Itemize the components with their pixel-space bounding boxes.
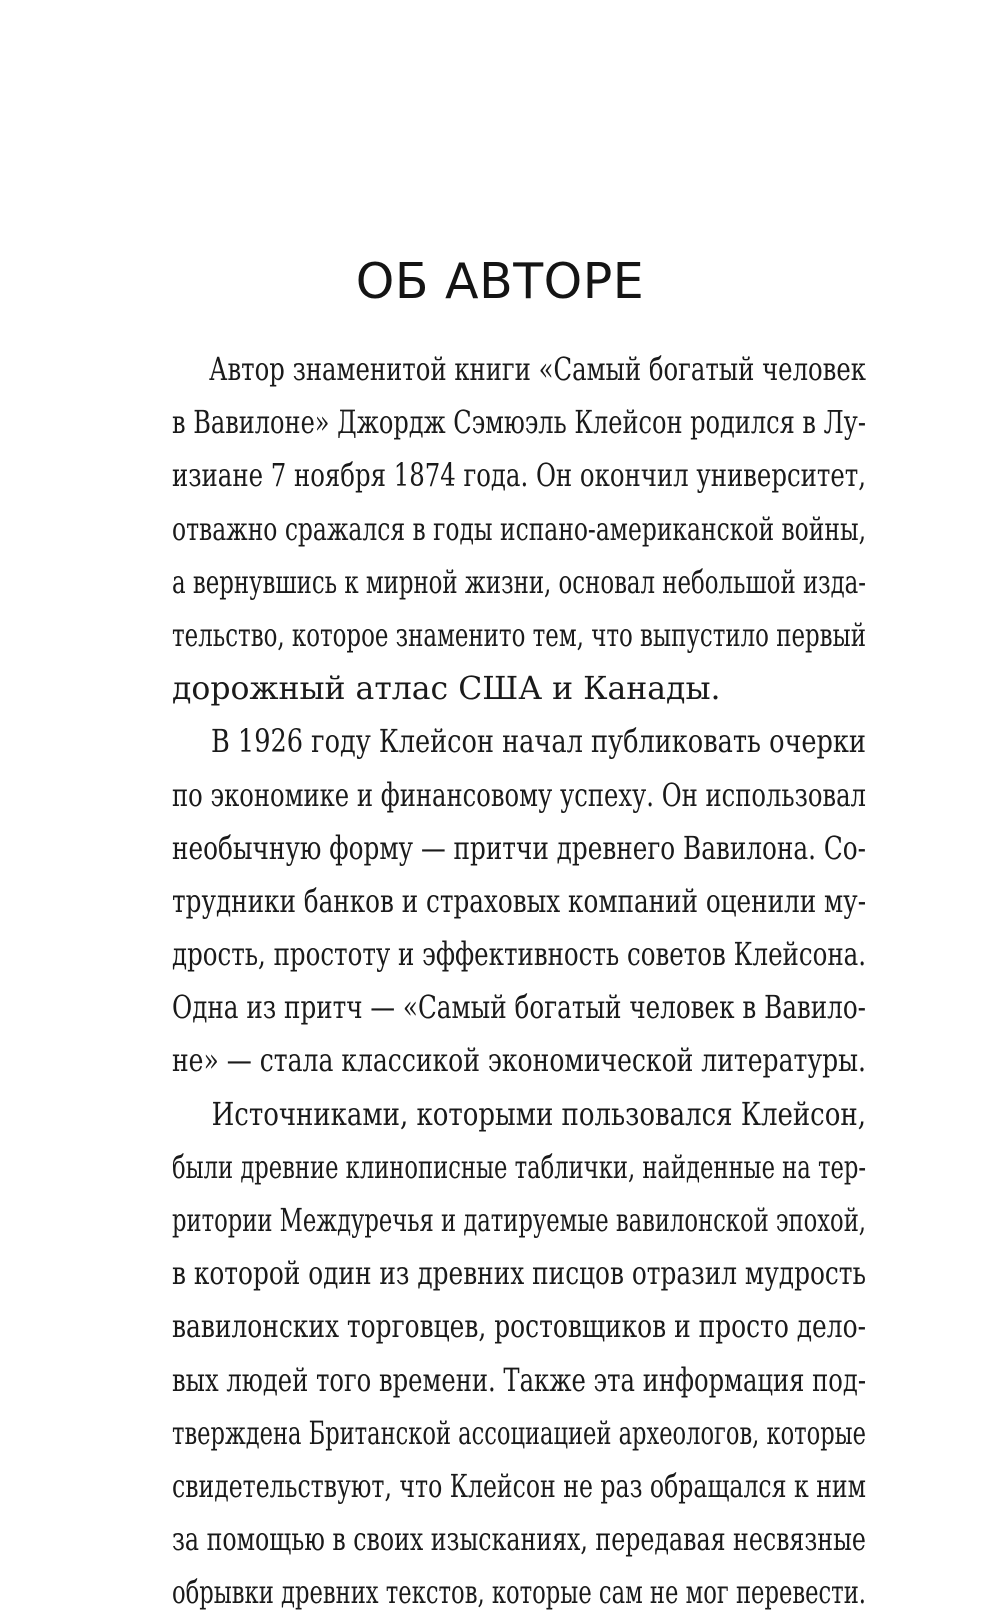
paragraph-1 xyxy=(172,344,866,716)
body-text xyxy=(172,344,866,1621)
text-line: изиане 7 ноября 1874 года. Он окончил университет, xyxy=(172,458,866,495)
text-line: дорожный атлас США и Канады. xyxy=(172,671,721,708)
text-line: а вернувшись к мирной жизни, основал небольшой изда- xyxy=(172,564,867,601)
text-line: трудники банков и страховых компаний оценили му- xyxy=(172,883,867,920)
text-line: по экономике и финансовому успеху. Он использовал xyxy=(172,777,866,814)
paragraph-2 xyxy=(172,716,866,1088)
text-line: Автор знаменитой книги «Самый богатый человек xyxy=(209,352,866,388)
text-line: были древние клинописные таблички, найденные на тер- xyxy=(172,1149,867,1186)
text-line: ритории Междуречья и датируемые вавилонской эпохой, xyxy=(172,1203,866,1239)
text-line: вавилонских торговцев, ростовщиков и просто дело- xyxy=(172,1309,866,1346)
text-line: в которой один из древних писцов отразил мудрость xyxy=(172,1256,867,1293)
text-line: вых людей того времени. Также эта информация под- xyxy=(172,1362,867,1399)
page-title: ОБ АВТОРЕ xyxy=(355,253,645,310)
text-line: отважно сражался в годы испано-американской войны, xyxy=(172,511,867,548)
text-line: обрывки древних текстов, которые сам не мог перевести. xyxy=(172,1575,867,1612)
text-line: свидетельствуют, что Клейсон не раз обращался к ним xyxy=(172,1468,866,1505)
text-line: в Вавилоне» Джордж Сэмюэль Клейсон родился в Лу- xyxy=(172,405,866,442)
text-line: не» — стала классикой экономической литературы. xyxy=(172,1043,866,1080)
text-line: за помощью в своих изысканиях, передавая несвязные xyxy=(172,1522,866,1559)
text-line: тверждена Британской ассоциацией археологов, которые xyxy=(172,1415,866,1452)
text-line: необычную форму — притчи древнего Вавилона. Со- xyxy=(172,830,866,867)
text-line: Одна из притч — «Самый богатый человек в Вавило- xyxy=(172,990,866,1027)
text-line: дрость, простоту и эффективность советов Клейсона. xyxy=(172,937,867,974)
paragraph-3 xyxy=(172,1089,866,1621)
text-line: тельство, которое знаменито тем, что выпустило первый xyxy=(172,617,867,654)
text-line: В 1926 году Клейсон начал публиковать очерки xyxy=(210,724,866,761)
text-line: Источниками, которыми пользовался Клейсон, xyxy=(211,1096,866,1133)
